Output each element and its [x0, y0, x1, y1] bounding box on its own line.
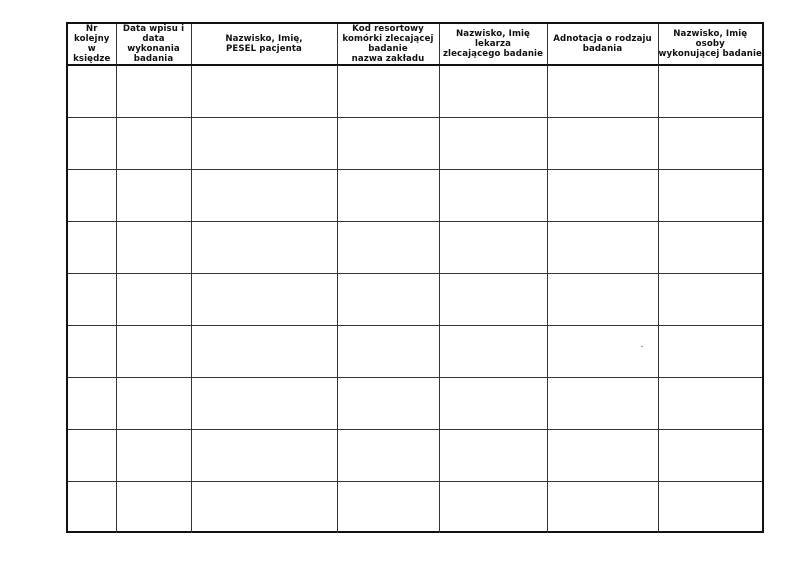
table-cell[interactable]: [68, 221, 116, 273]
table-cell[interactable]: [116, 117, 191, 169]
table-cell[interactable]: [68, 429, 116, 481]
table-cell[interactable]: [658, 377, 762, 429]
table-cell[interactable]: [116, 221, 191, 273]
table-cell[interactable]: [68, 273, 116, 325]
table-cell[interactable]: [658, 481, 762, 533]
table-row: [68, 65, 762, 117]
table-cell[interactable]: [116, 169, 191, 221]
table-cell[interactable]: [337, 117, 439, 169]
table-row: [68, 325, 762, 377]
table-cell[interactable]: [439, 429, 547, 481]
table-cell[interactable]: [658, 169, 762, 221]
table-row: [68, 169, 762, 221]
table-cell[interactable]: [116, 429, 191, 481]
table-cell[interactable]: [337, 169, 439, 221]
table-row: [68, 273, 762, 325]
table-cell[interactable]: [191, 169, 337, 221]
table-cell[interactable]: [337, 481, 439, 533]
table-cell[interactable]: [658, 325, 762, 377]
table-cell[interactable]: [658, 221, 762, 273]
table-cell[interactable]: [547, 65, 658, 117]
scan-speck: [641, 346, 643, 347]
register-body: [68, 65, 762, 533]
table-cell[interactable]: [337, 377, 439, 429]
table-row: [68, 377, 762, 429]
table-row: [68, 429, 762, 481]
table-cell[interactable]: [439, 169, 547, 221]
table-cell[interactable]: [337, 65, 439, 117]
table-cell[interactable]: [191, 377, 337, 429]
table-cell[interactable]: [116, 65, 191, 117]
table-cell[interactable]: [658, 117, 762, 169]
table-row: [68, 221, 762, 273]
table-cell[interactable]: [68, 117, 116, 169]
table-cell[interactable]: [439, 325, 547, 377]
examination-register-table: [68, 24, 762, 533]
table-cell[interactable]: [337, 273, 439, 325]
table-cell[interactable]: [68, 377, 116, 429]
table-cell[interactable]: [191, 117, 337, 169]
table-cell[interactable]: [658, 273, 762, 325]
table-cell[interactable]: [337, 429, 439, 481]
table-cell[interactable]: [439, 377, 547, 429]
table-cell[interactable]: [116, 325, 191, 377]
header-ordering-physician: Nazwisko, Imię lekarza zlecającego badanie: [439, 24, 547, 65]
table-cell[interactable]: [547, 325, 658, 377]
table-cell[interactable]: [116, 481, 191, 533]
header-entry-and-exam-date: Data wpisu i data wykonania badania: [116, 24, 191, 65]
table-cell[interactable]: [439, 481, 547, 533]
table-cell[interactable]: [658, 429, 762, 481]
header-performing-person: Nazwisko, Imię osoby wykonującej badanie: [658, 24, 762, 65]
table-cell[interactable]: [547, 117, 658, 169]
table-cell[interactable]: [337, 221, 439, 273]
header-entry-number: Nr kolejny w księdze: [68, 24, 116, 65]
register-sheet: [66, 22, 764, 533]
table-cell[interactable]: [547, 377, 658, 429]
header-patient-name-pesel: Nazwisko, Imię, PESEL pacjenta: [191, 24, 337, 65]
table-cell[interactable]: [68, 481, 116, 533]
table-cell[interactable]: [68, 169, 116, 221]
table-cell[interactable]: [116, 377, 191, 429]
table-cell[interactable]: [547, 273, 658, 325]
table-cell[interactable]: [547, 481, 658, 533]
table-cell[interactable]: [191, 65, 337, 117]
table-cell[interactable]: [547, 221, 658, 273]
table-row: [68, 481, 762, 533]
table-cell[interactable]: [191, 221, 337, 273]
table-cell[interactable]: [116, 273, 191, 325]
table-cell[interactable]: [439, 273, 547, 325]
table-row: [68, 117, 762, 169]
table-cell[interactable]: [439, 221, 547, 273]
table-cell[interactable]: [68, 65, 116, 117]
table-cell[interactable]: [439, 65, 547, 117]
table-cell[interactable]: [547, 169, 658, 221]
table-cell[interactable]: [191, 429, 337, 481]
table-cell[interactable]: [191, 325, 337, 377]
table-cell[interactable]: [439, 117, 547, 169]
table-cell[interactable]: [191, 273, 337, 325]
table-cell[interactable]: [68, 325, 116, 377]
header-ordering-unit-code: Kod resortowy komórki zlecającej badanie nazwa zakładu: [337, 24, 439, 65]
header-exam-type-note: Adnotacja o rodzaju badania: [547, 24, 658, 65]
table-cell[interactable]: [658, 65, 762, 117]
table-cell[interactable]: [191, 481, 337, 533]
table-cell[interactable]: [337, 325, 439, 377]
table-cell[interactable]: [547, 429, 658, 481]
header-row: [68, 24, 762, 65]
